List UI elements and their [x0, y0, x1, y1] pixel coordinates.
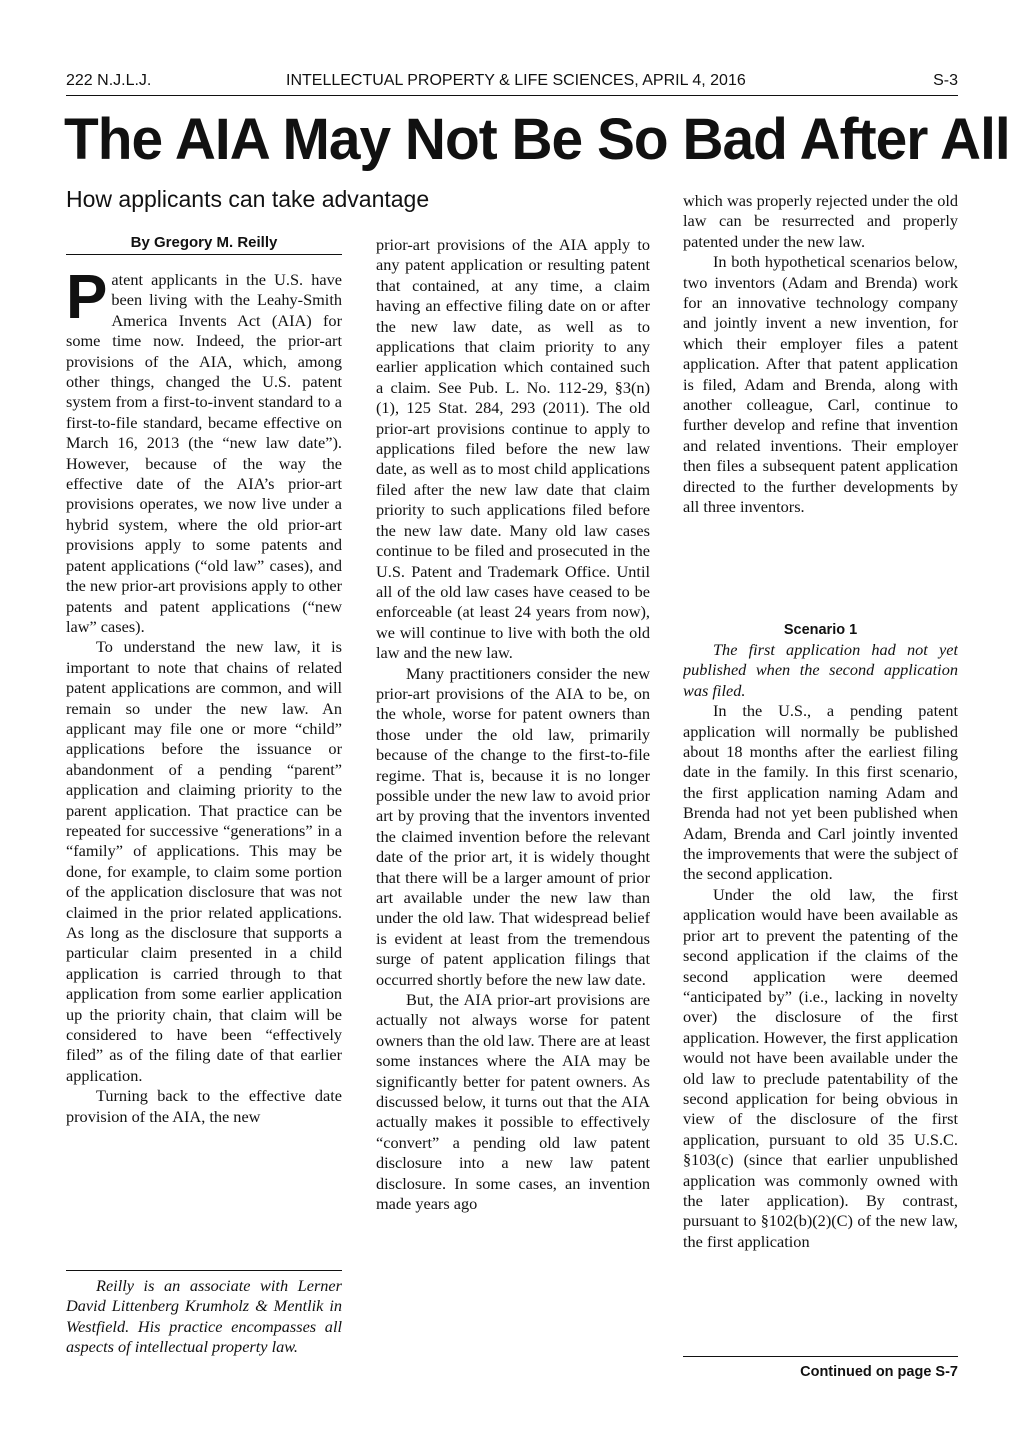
column-3-paragraph-4: Under the old law, the first application would have been available as prior art to prevent the patenting of the second application if the claims of the second application were deemed “anticipated by” (i.e., lacking in novelty over) the disclosure of the first application. However, the first application would not have been available under the old law to preclude patentability of the second application for being obvious in view of the disclosure of the first application, pursuant to old 35 U.S.C. §103(c) (since that earlier unpublished application was commonly owned with the later application). By contrast, pursuant to §102(b)(2)(C) of the new law, the first application	[683, 884, 958, 1251]
page-header	[66, 72, 958, 94]
drop-cap: P	[66, 270, 108, 332]
article-title: The AIA May Not Be So Bad After All	[64, 107, 1010, 172]
continued-note: Continued on page S-7	[800, 1364, 958, 1380]
column-2-paragraph-2: Many practitioners consider the new prior-art provisions of the AIA to be, on the whole, worse for patent owners than those under the old law, primarily because of the change to the first-to-file regime. That is, because it is no longer possible under the new law to avoid prior art by proving that the inventors invented the claimed invention before the relevant date of the prior art, it is widely thought that there will be a larger amount of prior art available under the new law than under the old law. That widespread belief is evident at least from the tremendous surge of patent application filings that occurred shortly before the new law date.	[376, 663, 650, 989]
scenario-heading: Scenario 1	[783, 622, 858, 638]
column-1-paragraph-3: Turning back to the effective date provision of the AIA, the new	[66, 1086, 342, 1126]
header-rule	[66, 95, 958, 96]
byline: By Gregory M. Reilly	[130, 234, 278, 251]
column-3-paragraph-1: which was properly rejected under the old law can be resurrected and properly patented under the new law.	[683, 191, 958, 251]
column-2-paragraph-3: But, the AIA prior-art provisions are actually not always worse for patent owners than the old law. There are at least some instances where the AIA may be significantly better for patent owners. As discussed below, it turns out that the AIA actually makes it possible to effectively “convert” a pending old law patent disclosure into a new law patent disclosure. In some cases, an invention made years ago	[376, 990, 650, 1214]
header-section-title: INTELLECTUAL PROPERTY & LIFE SCIENCES, APRIL 4, 2016	[286, 72, 746, 89]
author-bio: Reilly is an associate with Lerner David Littenberg Krumholz & Mentlik in Westfield. His practice encompasses all aspects of intellectual property law.	[66, 1276, 342, 1357]
bio-rule	[66, 1270, 342, 1271]
continued-rule	[683, 1356, 958, 1357]
article-subtitle: How applicants can take advantage	[66, 186, 430, 212]
column-3-paragraph-3: In the U.S., a pending patent application will normally be published about 18 months after the earliest filing date in the family. In this first scenario, the first application naming Adam and Brenda had not yet been published when Adam, Brenda and Carl jointly invented the improvements that were the subject of the second application.	[683, 701, 958, 884]
column-3-paragraph-2: In both hypothetical scenarios below, two inventors (Adam and Brenda) work for an innovative technology company and jointly invent a new invention, for which their employer files a patent application. After that patent application is filed, Adam and Brenda, along with another colleague, Carl, continue to further develop and refine that invention and related inventions. Their employer then files a subsequent patent application directed to the further developments by all three inventors.	[683, 252, 958, 517]
column-2	[376, 235, 650, 1415]
column-1	[66, 270, 342, 1206]
column-1-paragraph-1: Patent applicants in the U.S. have been living with the Leahy-Smith America Invents Act (AIA) for some time now. Indeed, the prior-art provisions of the AIA, which, among other things, changed the U.S. patent system from a first-to-invent standard to a first-to-file standard, became effective on March 16, 2013 (the “new law date”). However, because of the way the effective date of the AIA’s prior-art provisions operates, we now live under a hybrid system, where the old prior-art provisions apply to some patents and patent applications (“old law” cases), and the new prior-art provisions apply to other patents and patent applications (“new law” cases).	[66, 270, 342, 636]
header-page-number: 222 N.J.L.J.	[66, 72, 152, 89]
column-3	[683, 191, 958, 606]
column-3-continued	[683, 640, 958, 1352]
column-1-paragraph-2: To understand the new law, it is important to note that chains of related patent applications are common, and will remain so under the new law. An applicant may file one or more “child” applications before the issuance or abandonment of a pending “parent” application and claiming priority to the parent application. That practice can be repeated for successive “generations” in a “family” of applications. This may be done, for example, to claim some portion of the application disclosure that was not claimed in the prior related applications. As long as the disclosure that supports a particular claim presented in a child application is carried through to that application from some earlier application up the priority chain, that claim will be considered to have been “effectively filed” as of the filing date of that earlier application.	[66, 637, 342, 1085]
column-2-paragraph-1: prior-art provisions of the AIA apply to any patent application or resulting patent that contained, at any time, a claim having an effective filing date on or after the new law date, as well as to applications that claim priority to any earlier application which contained such a claim. See Pub. L. No. 112-29, §3(n)(1), 125 Stat. 284, 293 (2011). The old prior-art provisions continue to apply to applications filed before the new law date, as well as to most child applications filed after the new law date that claim priority to such applications filed before the new law date. Many old law cases continue to be filed and prosecuted in the U.S. Patent and Trademark Office. Until all of the old law cases have ceased to be enforceable (at least 24 years from now), we will continue to live with both the old law and the new law.	[376, 235, 650, 663]
scenario-subtitle: The first application had not yet published when the second application was filed.	[683, 640, 958, 700]
byline-rule	[66, 254, 342, 255]
header-section-page: S-3	[933, 72, 958, 89]
